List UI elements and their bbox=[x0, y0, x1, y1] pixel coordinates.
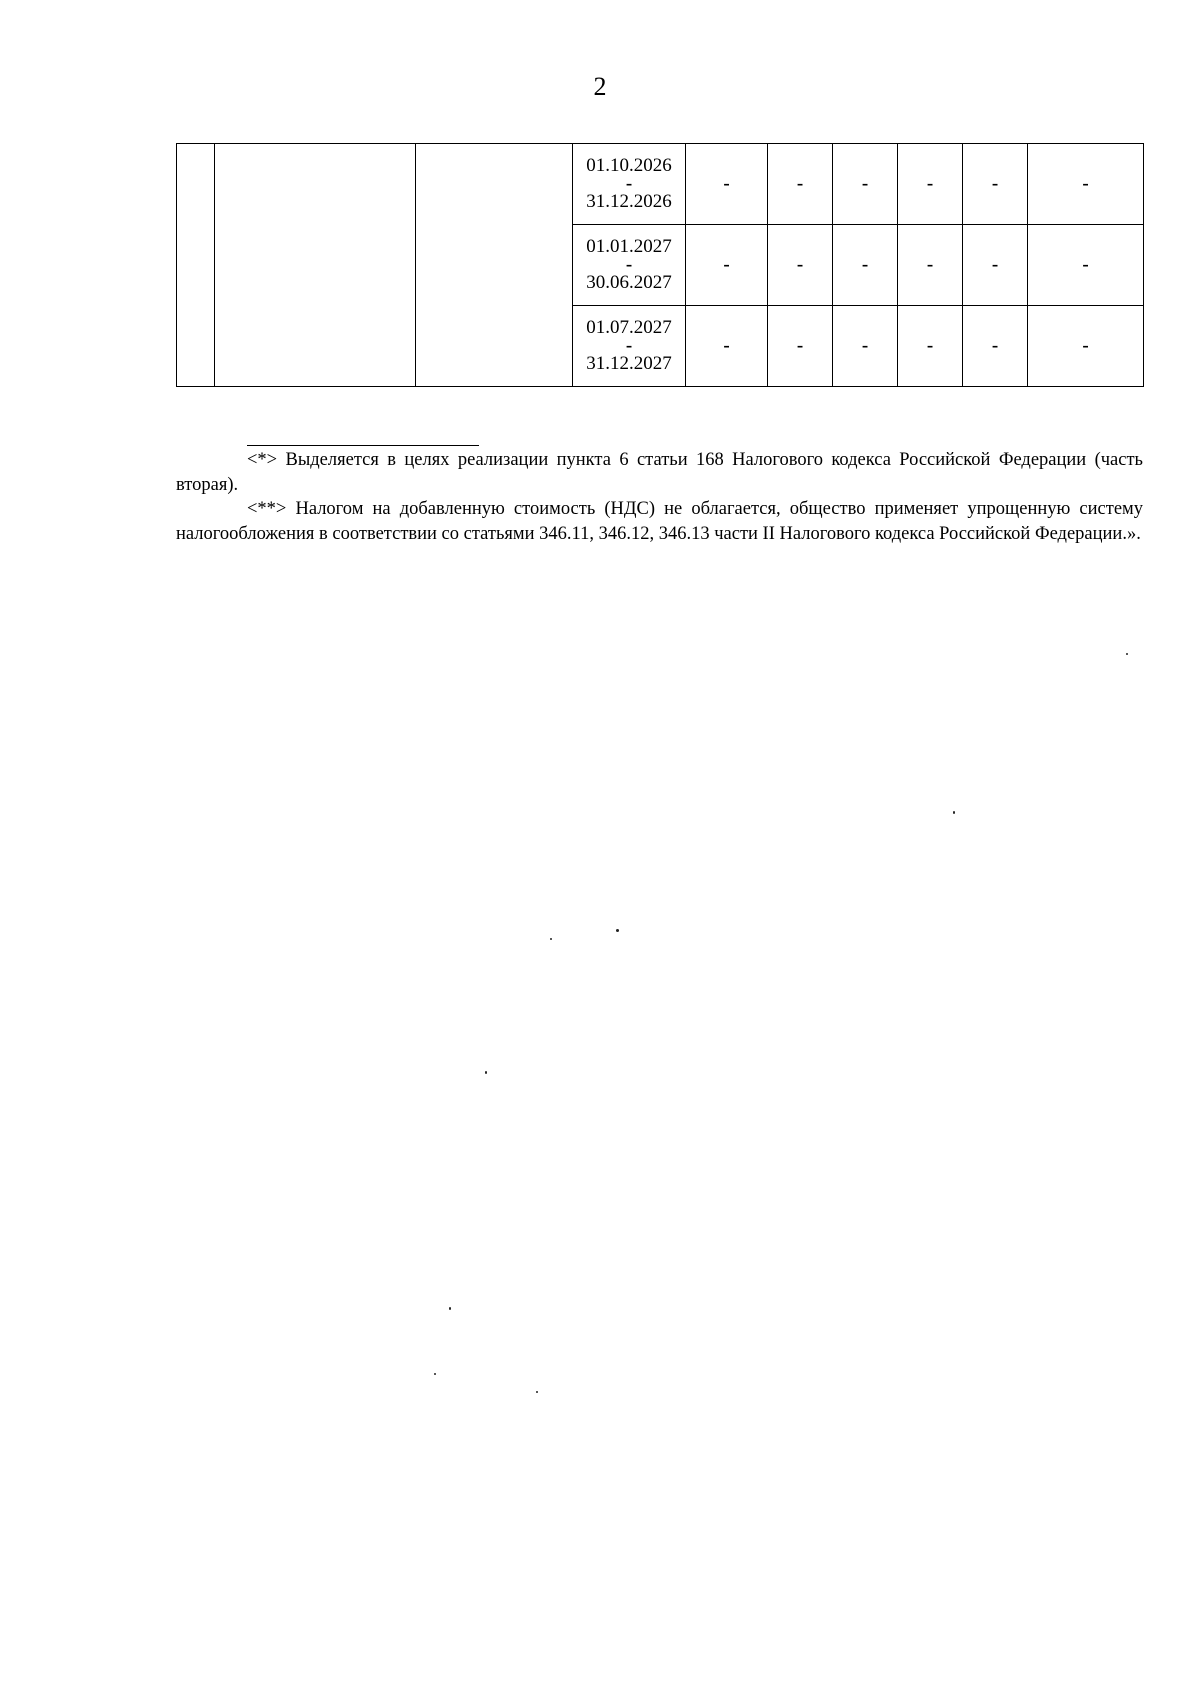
organization-cell bbox=[215, 144, 416, 387]
period-start: 01.01.2027 bbox=[586, 236, 672, 257]
footnote-separator bbox=[247, 445, 479, 446]
period-start: 01.10.2026 bbox=[586, 155, 672, 176]
scan-speck bbox=[485, 1071, 487, 1074]
row-number-cell bbox=[177, 144, 215, 387]
scan-speck bbox=[434, 1373, 436, 1375]
value-cell: - bbox=[686, 144, 768, 225]
page-number: 2 bbox=[593, 72, 607, 101]
value-cell: - bbox=[768, 144, 833, 225]
value-cell: - bbox=[963, 225, 1028, 306]
period-cell bbox=[573, 306, 686, 387]
value-cell: - bbox=[963, 144, 1028, 225]
footnote-vat-allocation: <*> Выделяется в целях реализации пункта 6 статьи 168 Налогового кодекса Российской Федерации (часть вторая). bbox=[176, 450, 1143, 495]
value-cell: - bbox=[833, 225, 898, 306]
period-start: 01.07.2027 bbox=[586, 317, 672, 338]
value-cell: - bbox=[833, 306, 898, 387]
footnotes bbox=[176, 448, 1143, 546]
value-cell: - bbox=[898, 225, 963, 306]
tariff-type-cell bbox=[416, 144, 573, 387]
value-cell: - bbox=[833, 144, 898, 225]
value-cell: - bbox=[898, 144, 963, 225]
value-cell: - bbox=[1028, 144, 1144, 225]
value-cell: - bbox=[898, 306, 963, 387]
value-cell: - bbox=[768, 306, 833, 387]
period-end: 31.12.2026 bbox=[586, 191, 672, 212]
period-separator: - bbox=[625, 254, 633, 275]
value-cell: - bbox=[963, 306, 1028, 387]
tariff-table bbox=[176, 143, 1144, 387]
value-cell: - bbox=[768, 225, 833, 306]
period-cell bbox=[573, 144, 686, 225]
value-cell: - bbox=[1028, 306, 1144, 387]
footnote-vat-exempt: <**> Налогом на добавленную стоимость (НДС) не облагается, общество применяет упрощенную систему налогообложения в соответствии со статьями 346.11, 346.12, 346.13 части II Налогового кодекса Российской Федерации.». bbox=[176, 499, 1143, 544]
period-end: 30.06.2027 bbox=[586, 272, 672, 293]
scan-speck bbox=[953, 811, 955, 814]
scan-speck bbox=[449, 1307, 451, 1310]
value-cell: - bbox=[1028, 225, 1144, 306]
period-cell bbox=[573, 225, 686, 306]
scan-speck bbox=[550, 938, 552, 940]
period-separator: - bbox=[625, 335, 633, 356]
scan-speck bbox=[616, 929, 619, 932]
scan-speck bbox=[536, 1391, 538, 1393]
period-separator: - bbox=[625, 173, 633, 194]
value-cell: - bbox=[686, 306, 768, 387]
period-end: 31.12.2027 bbox=[586, 353, 672, 374]
table-row bbox=[177, 144, 1144, 225]
value-cell: - bbox=[686, 225, 768, 306]
scan-speck bbox=[1126, 653, 1128, 655]
